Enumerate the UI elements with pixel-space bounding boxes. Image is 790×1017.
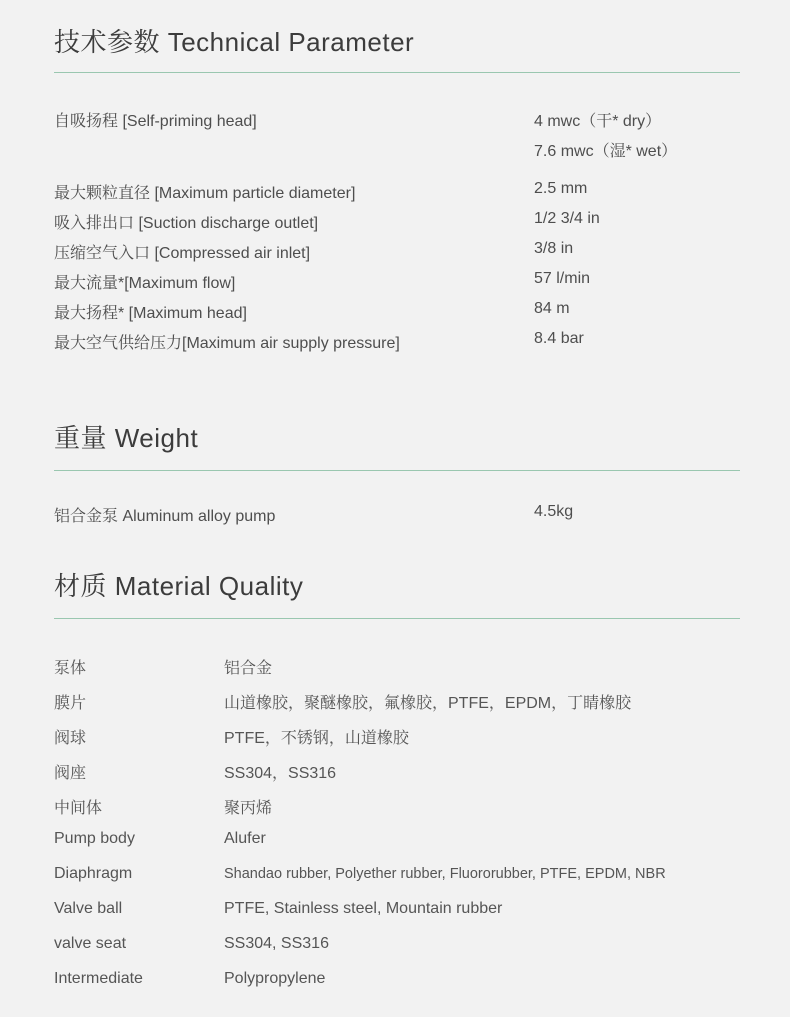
- material-row: [54, 690, 744, 725]
- material-quality-heading: 材质 Material Quality: [54, 571, 304, 601]
- spec-value: 3/8 in: [534, 240, 574, 257]
- spec-label: 最大颗粒直径 [Maximum particle diameter]: [54, 185, 356, 202]
- material-key: Valve ball: [54, 900, 123, 917]
- spec-row: [54, 270, 740, 300]
- material-row: [54, 830, 744, 865]
- material-row: [54, 900, 744, 935]
- spec-row: [54, 108, 740, 180]
- material-row: [54, 760, 744, 795]
- spec-label: 最大空气供给压力[Maximum air supply pressure]: [54, 335, 400, 352]
- material-key: 中间体: [54, 800, 103, 817]
- material-row: [54, 795, 744, 830]
- weight-label: 铝合金泵 Aluminum alloy pump: [54, 508, 276, 525]
- material-row: [54, 970, 744, 1005]
- material-key: valve seat: [54, 935, 127, 952]
- material-value: Alufer: [224, 830, 266, 847]
- material-value: SS304，SS316: [224, 765, 337, 782]
- spec-label: 最大流量*[Maximum flow]: [54, 275, 236, 292]
- technical-parameter-heading: 技术参数 Technical Parameter: [54, 27, 415, 57]
- weight-value: 4.5kg: [534, 503, 574, 520]
- weight-divider: [54, 470, 740, 471]
- technical-parameter-list: [54, 108, 740, 360]
- spec-label: 吸入排出口 [Suction discharge outlet]: [54, 215, 319, 232]
- spec-value: 8.4 bar: [534, 330, 584, 347]
- material-value: 山道橡胶，聚醚橡胶，氟橡胶，PTFE，EPDM，丁睛橡胶: [224, 695, 632, 712]
- spec-value: 4 mwc（干* dry）: [534, 113, 662, 130]
- material-row: [54, 725, 744, 760]
- spec-label: 压缩空气入口 [Compressed air inlet]: [54, 245, 311, 262]
- spec-label: 自吸扬程 [Self-priming head]: [54, 113, 257, 130]
- material-value: PTFE，不锈钢，山道橡胶: [224, 730, 409, 747]
- weight-heading: 重量 Weight: [54, 423, 199, 453]
- spec-row: [54, 240, 740, 270]
- spec-row: [54, 300, 740, 330]
- material-key: Pump body: [54, 830, 135, 847]
- weight-row: [54, 503, 740, 533]
- material-value: 铝合金: [224, 660, 273, 677]
- material-key: 膜片: [54, 695, 87, 712]
- material-value: 聚丙烯: [224, 800, 273, 817]
- material-row: [54, 865, 744, 900]
- material-key: 阀球: [54, 730, 87, 747]
- weight-list: [54, 503, 740, 533]
- spec-label: 最大扬程* [Maximum head]: [54, 305, 247, 322]
- spec-value: 84 m: [534, 300, 570, 317]
- material-value: SS304, SS316: [224, 935, 329, 952]
- spec-row: [54, 330, 740, 360]
- material-value: PTFE, Stainless steel, Mountain rubber: [224, 900, 503, 917]
- material-key: 泵体: [54, 660, 87, 677]
- spec-row: [54, 180, 740, 210]
- material-key: Diaphragm: [54, 865, 133, 882]
- material-key: Intermediate: [54, 970, 143, 987]
- spec-value: 57 l/min: [534, 270, 591, 287]
- material-row: [54, 655, 744, 690]
- material-quality-list: [54, 655, 744, 1005]
- spec-value-secondary: 7.6 mwc（湿* wet）: [534, 143, 678, 160]
- material-quality-divider: [54, 618, 740, 619]
- material-row: [54, 935, 744, 970]
- material-value: Shandao rubber, Polyether rubber, Fluororubber, PTFE, EPDM, NBR: [224, 866, 666, 882]
- material-key: 阀座: [54, 765, 87, 782]
- material-value: Polypropylene: [224, 970, 326, 987]
- technical-parameter-divider: [54, 72, 740, 73]
- spec-value: 2.5 mm: [534, 180, 588, 197]
- spec-row: [54, 210, 740, 240]
- spec-value: 1/2 3/4 in: [534, 210, 600, 227]
